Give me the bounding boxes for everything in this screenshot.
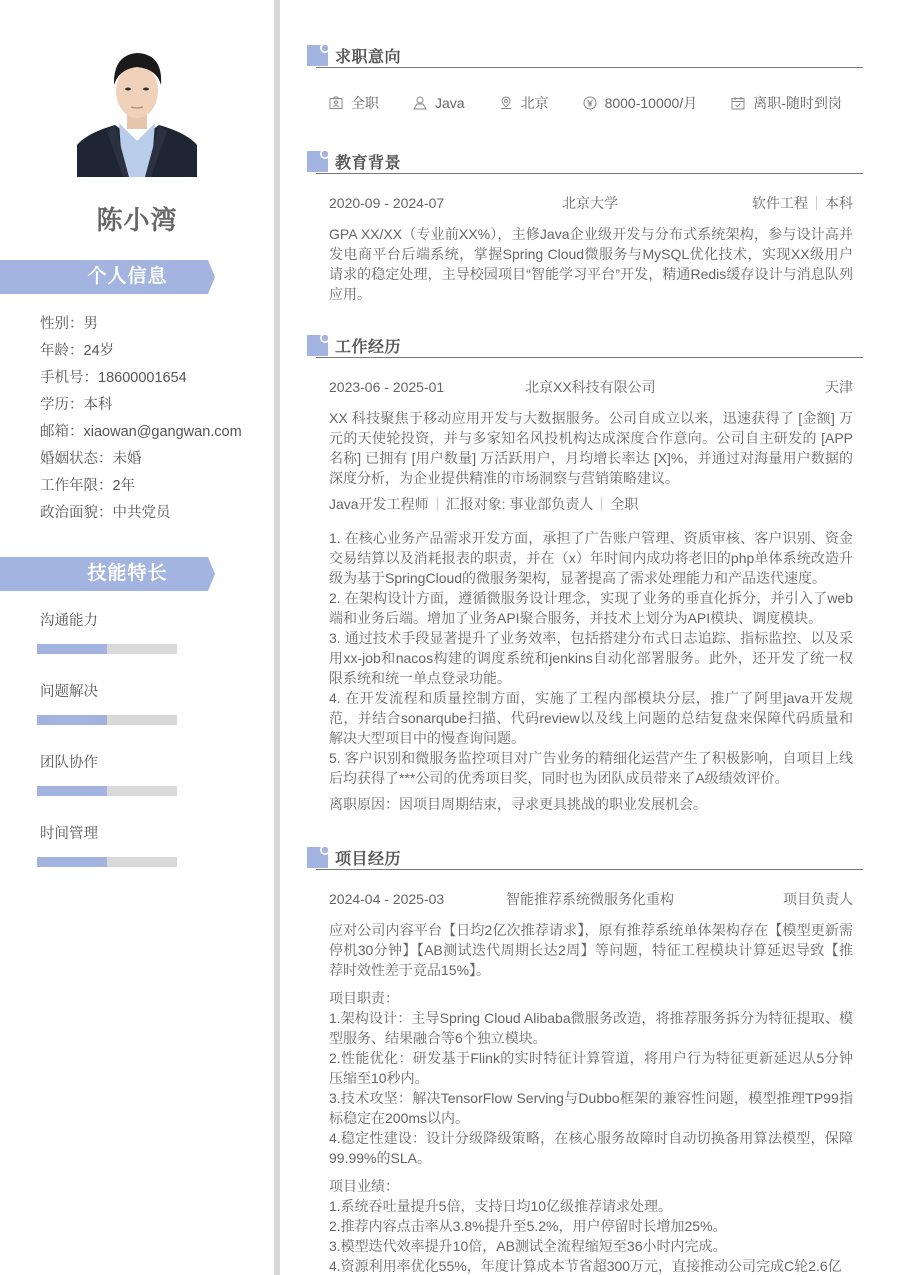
education-degree: 本科 <box>825 195 853 211</box>
project-header-row <box>329 889 853 911</box>
project-duty-item: 1.架构设计：主导Spring Cloud Alibaba微服务改造，将推荐服务拆分为特征提取、模型服务、结果融合等6个独立模块。 <box>329 1010 853 1046</box>
work-duty-item: 3. 通过技术手段显著提升了业务效率，包括搭建分布式日志追踪、指标监控、以及采用xx-job和nacos构建的调度系统和jenkins自动化部署服务。此外，还开发了统一权限系统和统一单点登录功能。 <box>329 630 853 686</box>
briefcase-icon <box>329 96 343 110</box>
education-school: 北京大学 <box>562 195 618 211</box>
project-duties-title: 项目职责： <box>329 990 399 1006</box>
project-entry <box>329 889 853 1275</box>
project-result-item: 4.资源利用率优化55%，年度计算成本节省超300万元，直接推动公司完成C轮2.6亿 <box>329 1258 842 1274</box>
section-header <box>307 40 863 68</box>
skill-name: 问题解决 <box>40 684 98 700</box>
personal-info-banner <box>0 260 215 294</box>
intent-job-type-text: 全职 <box>351 95 379 111</box>
job-intent-row <box>329 92 853 114</box>
work-duties <box>329 528 853 788</box>
work-meta <box>329 494 638 514</box>
section-header <box>307 842 863 870</box>
project-role: 项目负责人 <box>783 891 853 907</box>
project-duty-item: 3.技术攻坚：解决TensorFlow Serving与Dubbo框架的兼容性问题，模型推理TP99指标稳定在200ms以内。 <box>329 1090 853 1126</box>
skills-list <box>37 610 177 894</box>
skill-name: 时间管理 <box>40 826 98 842</box>
separator <box>816 196 817 210</box>
job-intent-body <box>329 92 853 114</box>
info-age: 年龄：24岁 <box>40 343 115 359</box>
section-projects <box>307 842 863 1274</box>
intent-availability-text: 离职-随时到岗 <box>753 95 842 111</box>
skill-progress-fill <box>37 715 107 725</box>
skill-item <box>37 681 177 752</box>
intent-position <box>413 93 465 113</box>
intent-salary-text: 8000-10000/月 <box>604 95 698 111</box>
skills-banner <box>0 557 215 591</box>
skill-progress-bar <box>37 857 177 867</box>
location-pin-icon <box>499 96 513 110</box>
work-company: 北京XX科技有限公司 <box>525 379 656 395</box>
work-entry <box>329 377 853 814</box>
project-duties <box>329 988 853 1168</box>
skill-name: 沟通能力 <box>40 613 98 629</box>
info-phone: 手机号：18600001654 <box>40 370 187 386</box>
skill-progress-bar <box>37 786 177 796</box>
portrait-icon <box>77 45 197 177</box>
section-title: 工作经历 <box>335 339 402 356</box>
project-background: 应对公司内容平台【日均2亿次推荐请求】，原有推荐系统单体架构存在【模型更新需停机30分钟】【AB测试迭代周期长达2周】等问题，特征工程模块计算延迟导致【推荐时效性差于竞品15%】。 <box>329 922 853 978</box>
person-icon <box>413 96 427 110</box>
calendar-icon <box>731 96 745 110</box>
section-work <box>307 330 863 812</box>
info-work-years: 工作年限：2年 <box>40 478 136 494</box>
sidebar-divider <box>274 0 280 1275</box>
skills-title: 技能特长 <box>87 563 168 584</box>
candidate-name: 陈小湾 <box>96 205 178 235</box>
work-role: Java开发工程师 <box>329 496 429 512</box>
project-name: 智能推荐系统微服务化重构 <box>506 891 674 907</box>
section-title: 教育背景 <box>335 155 402 172</box>
education-major: 软件工程 <box>752 195 808 211</box>
section-education <box>307 146 863 302</box>
skill-item <box>37 752 177 823</box>
section-underline <box>316 67 863 68</box>
yen-icon <box>583 96 597 110</box>
intent-position-text: Java <box>435 95 465 111</box>
separator <box>437 497 438 511</box>
section-title: 项目经历 <box>335 851 402 868</box>
work-type: 全职 <box>610 496 639 512</box>
project-results-title: 项目业绩： <box>329 1178 399 1194</box>
intent-city <box>499 93 549 113</box>
work-duty-item: 2. 在架构设计方面，遵循微服务设计理念，实现了业务的垂直化拆分，并引入了web端和业务后端。增加了业务API聚合服务，并技术上划分为API模块、调度模块。 <box>329 590 853 626</box>
company-intro: XX 科技聚焦于移动应用开发与大数据服务。公司自成立以来，迅速获得了 [金额] 万元的天使轮投资，并与多家知名风投机构达成深度合作意向。公司自主研发的 [APP 名称] 已拥有 [用户数量] 万活跃用户，月均增长率达 [X]%，并通过对海量用户数据的深度分析，为企业提供精准的市场洞察与营销策略建议。 <box>329 410 853 486</box>
education-entry <box>329 193 853 304</box>
project-result-item: 2.推荐内容点击率从3.8%提升至5.2%，用户停留时长增加25%。 <box>329 1218 727 1234</box>
section-bullet-icon <box>307 847 328 868</box>
section-underline <box>316 869 863 870</box>
personal-info-title: 个人信息 <box>87 266 168 287</box>
info-gender: 性别：男 <box>40 316 98 332</box>
section-title: 求职意向 <box>335 49 402 66</box>
skill-progress-fill <box>37 857 107 867</box>
section-bullet-icon <box>307 335 328 356</box>
sidebar <box>0 0 274 1275</box>
skill-item <box>37 610 177 681</box>
project-results <box>329 1176 853 1275</box>
section-underline <box>316 357 863 358</box>
profile-photo <box>77 45 197 177</box>
leave-reason: 离职原因：因项目周期结束，寻求更具挑战的职业发展机会。 <box>329 796 707 812</box>
work-meta-row <box>329 494 853 516</box>
info-political-status: 政治面貌：中共党员 <box>40 505 171 521</box>
personal-info-list <box>40 313 242 529</box>
project-result-item: 3.模型迭代效率提升10倍，AB测试全流程缩短至36小时内完成。 <box>329 1238 727 1254</box>
work-report-to: 汇报对象: 事业部负责人 <box>445 496 594 512</box>
section-header <box>307 146 863 174</box>
project-result-item: 1.系统吞吐量提升5倍，支持日均10亿级推荐请求处理。 <box>329 1198 673 1214</box>
skill-progress-fill <box>37 644 107 654</box>
work-city: 天津 <box>825 379 853 395</box>
project-duty-item: 2.性能优化：研发基于Flink的实时特征计算管道，将用户行为特征更新延迟从5分钟压缩至10秒内。 <box>329 1050 853 1086</box>
skill-item <box>37 823 177 894</box>
info-education: 学历：本科 <box>40 397 113 413</box>
info-email: 邮箱：xiaowan@gangwan.com <box>40 424 242 440</box>
project-duty-item: 4.稳定性建设：设计分级降级策略，在核心服务故障时自动切换备用算法模型，保障99.99%的SLA。 <box>329 1130 853 1166</box>
work-header-row <box>329 377 853 399</box>
work-period: 2023-06 - 2025-01 <box>329 379 445 395</box>
separator <box>601 497 602 511</box>
work-duty-item: 1. 在核心业务产品需求开发方面，承担了广告账户管理、资质审核、客户识别、资金交易结算以及消耗报表的职责，并在（x）年时间内成功将老旧的php单体系统改造升级为基于SpringCloud的微服务架构，显著提高了需求处理能力和产品迭代速度。 <box>329 530 853 586</box>
education-header-row <box>329 193 853 215</box>
education-major-degree <box>752 193 853 213</box>
education-period: 2020-09 - 2024-07 <box>329 195 445 211</box>
intent-city-text: 北京 <box>520 95 549 111</box>
info-marital-status: 婚姻状态：未婚 <box>40 451 142 467</box>
section-job-intent <box>307 40 863 111</box>
project-period: 2024-04 - 2025-03 <box>329 891 445 907</box>
section-underline <box>316 173 863 174</box>
skill-name: 团队协作 <box>40 755 98 771</box>
work-duty-item: 5. 客户识别和微服务监控项目对广告业务的精细化运营产生了积极影响，自项目上线后均获得了***公司的优秀项目奖，同时也为团队成员带来了A级绩效评价。 <box>329 750 853 786</box>
skill-progress-bar <box>37 644 177 654</box>
section-header <box>307 330 863 358</box>
intent-availability <box>731 93 842 113</box>
skill-progress-bar <box>37 715 177 725</box>
work-duty-item: 4. 在开发流程和质量控制方面，实施了工程内部模块分层，推广了阿里java开发规范，并结合sonarqube扫描、代码review以及线上问题的总结复盘来保障代码质量和解决大型项目中的慢查询问题。 <box>329 690 853 746</box>
section-bullet-icon <box>307 45 328 66</box>
intent-job-type <box>329 93 379 113</box>
skill-progress-fill <box>37 786 107 796</box>
education-description: GPA XX/XX（专业前XX%），主修Java企业级开发与分布式系统架构，参与设计高并发电商平台后端系统，掌握Spring Cloud微服务与MySQL优化技术，实现XX级用户请求的稳定处理，主导校园项目“智能学习平台”开发，精通Redis缓存设计与消息队列应用。 <box>329 226 853 302</box>
intent-salary <box>583 93 698 113</box>
section-bullet-icon <box>307 151 328 172</box>
